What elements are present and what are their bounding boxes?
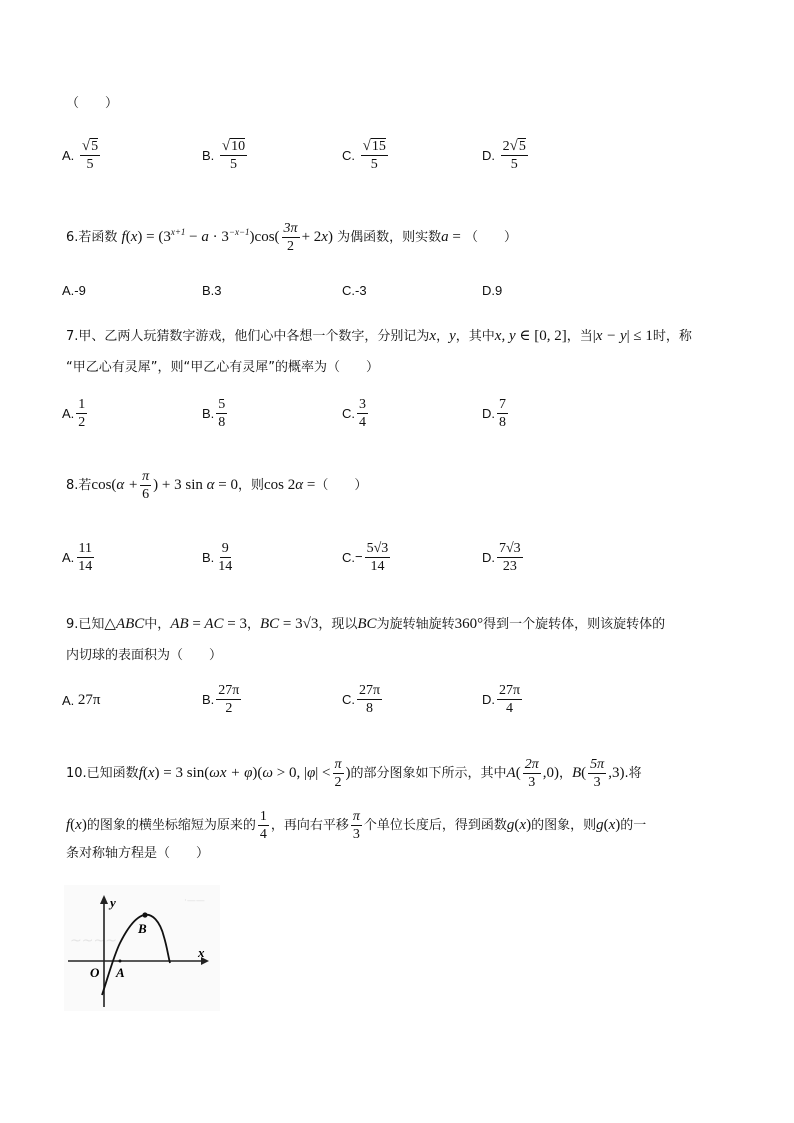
- text: 的一: [620, 818, 647, 833]
- numerator: 11: [78, 541, 93, 556]
- numerator: 9: [221, 541, 229, 556]
- q6-option-d[interactable]: D.9: [482, 283, 503, 298]
- q8-option-a[interactable]: [62, 540, 96, 575]
- q8-stem: 8.若cos(α + $\frac{\pi}{6}$ ) + 3 sin α = 0，则cos 2α =（ ）: [66, 469, 368, 502]
- numerator: 7√3: [499, 541, 521, 556]
- fraction: [361, 138, 388, 173]
- sign: −: [355, 548, 363, 564]
- sqrt-icon: √: [81, 138, 91, 154]
- q7-option-c[interactable]: [342, 396, 370, 431]
- b-label: B: [138, 921, 147, 936]
- text: 的图象的横坐标缩短为原来的: [86, 818, 256, 833]
- a-label: A: [116, 965, 125, 980]
- denominator: 5: [86, 157, 94, 172]
- point-a: [119, 960, 122, 963]
- denominator: 8: [366, 701, 374, 716]
- denominator: 14: [78, 559, 93, 574]
- q6-formula: $f(x) = (3^{x+1} - a \cdot 3^{-x-1})\cos$(: [121, 227, 280, 245]
- option-label: C.: [342, 406, 355, 421]
- option-label: B.: [202, 148, 215, 163]
- text: 个单位长度后，得到函数: [363, 818, 507, 833]
- fraction: [357, 396, 368, 431]
- q5-option-c[interactable]: [342, 138, 390, 173]
- fraction: [76, 396, 87, 431]
- numerator: 15: [371, 139, 386, 154]
- q7-stem-line2: “甲乙心有灵犀”，则“甲乙心有灵犀”的概率为（ ）: [66, 360, 379, 375]
- svg-text:~~~~: ~~~~: [70, 933, 117, 949]
- denominator: 23: [502, 559, 517, 574]
- text: .将: [624, 766, 642, 781]
- text: 10.已知函数: [66, 766, 139, 781]
- q6-option-a[interactable]: A.-9: [62, 283, 86, 298]
- text: ，: [246, 617, 260, 632]
- denominator: 8: [499, 415, 506, 430]
- text: 的部分图象如下所示，其中: [350, 766, 507, 781]
- numerator: 27π: [499, 683, 521, 698]
- fraction: [365, 540, 391, 575]
- sqrt-icon: √: [509, 138, 518, 154]
- denominator: 5: [230, 157, 238, 172]
- option-label: B.: [202, 692, 215, 707]
- text: 9.已知: [66, 617, 105, 632]
- denominator: 4: [506, 701, 514, 716]
- fraction: $\frac{\pi}{6}$: [142, 469, 150, 502]
- option-label: A.: [62, 693, 75, 709]
- text: ，则: [237, 478, 264, 493]
- fraction: [220, 138, 247, 173]
- option-label: C.: [342, 692, 355, 707]
- text: ，: [558, 766, 572, 781]
- q9-stem-line2: 内切球的表面积为（ ）: [66, 648, 223, 663]
- q9-stem-line1: 9.已知△ABC中，AB = AC = 3，BC = 3√3，现以BC为旋转轴旋转360°得到一个旋转体，则该旋转体的: [66, 616, 666, 632]
- fraction: $\frac{3\pi}{2}$: [283, 221, 298, 254]
- q7-option-a[interactable]: [62, 396, 89, 431]
- option-label: A.: [62, 406, 75, 421]
- coefficient: 2: [502, 139, 510, 154]
- option-label: A.: [62, 148, 75, 163]
- q5-option-a[interactable]: [62, 138, 102, 173]
- numerator: 10: [231, 139, 246, 154]
- denominator: 14: [218, 559, 233, 574]
- q10-stem-line3: 条对称轴方程是（ ）: [66, 846, 210, 861]
- q5-option-d[interactable]: [482, 138, 530, 173]
- denominator: 8: [218, 415, 226, 430]
- denominator: 2: [78, 415, 86, 430]
- option-label: D.: [482, 550, 495, 565]
- text: 为旋转轴旋转: [376, 617, 455, 632]
- q6-suffix: 为偶函数，则实数: [337, 230, 442, 245]
- q7-option-b[interactable]: [202, 396, 229, 431]
- text: ，其中: [455, 329, 495, 344]
- q8-option-b[interactable]: [202, 540, 236, 575]
- svg-text:·——: ·——: [184, 896, 205, 906]
- denominator: 4: [359, 415, 366, 430]
- denominator: 14: [370, 559, 385, 574]
- numerator: 3: [359, 397, 366, 412]
- fraction: $\frac{2\pi}{3}$: [524, 757, 539, 790]
- q8-option-c[interactable]: [342, 540, 392, 575]
- fraction: [497, 540, 523, 575]
- y-label: y: [110, 895, 116, 910]
- text: （ ）: [315, 478, 368, 493]
- fraction: [357, 682, 382, 717]
- text: ，再向右平移: [270, 818, 349, 833]
- q9-option-d[interactable]: [482, 682, 524, 717]
- denominator: 5: [510, 157, 518, 172]
- q6-prefix: 6.若函数: [66, 230, 118, 245]
- text: 得到一个旋转体，则该旋转体的: [483, 617, 666, 632]
- fraction: [80, 138, 100, 173]
- numerator: 7: [499, 397, 506, 412]
- text: 8.若: [66, 478, 92, 493]
- q10-stem-line1: 10.已知函数f(x) = 3 sin(ωx + φ)(ω > 0, |φ| < $\frac{\pi}{2}$ )的部分图象如下所示，其中A( $\frac{2\pi}{3}$ ,0)，B( $\frac{5\pi}{3}$ ,3).将: [66, 757, 642, 790]
- text: 中，: [144, 617, 171, 632]
- text: 7.甲、乙两人玩猜数字游戏，他们心中各想一个数字，分别记为: [66, 329, 430, 344]
- text: 的图象，则: [531, 818, 597, 833]
- q10-stem-line2: f(x)的图象的横坐标缩短为原来的 $\frac{1}{4}$ ，再向右平移 $\frac{\pi}{3}$ 个单位长度后，得到函数g(x)的图象，则g(x)的一: [66, 809, 647, 842]
- q5-blank: （ ）: [66, 96, 119, 111]
- option-label: D.: [482, 406, 495, 421]
- q6-tail: （ ）: [464, 230, 517, 245]
- fraction: [76, 540, 94, 575]
- denominator: 2: [225, 701, 233, 716]
- q9-option-b[interactable]: [202, 682, 243, 717]
- text: ，当: [566, 329, 593, 344]
- origin-label: O: [90, 965, 100, 980]
- fraction: [497, 396, 508, 431]
- fraction: $\frac{1}{4}$: [259, 809, 267, 842]
- q8-option-d[interactable]: [482, 540, 525, 575]
- text: 时，称: [652, 329, 692, 344]
- fraction: [216, 396, 227, 431]
- option-label: B.: [202, 406, 215, 421]
- option-label: B.: [202, 550, 215, 565]
- function-graph: [64, 885, 220, 1011]
- point-b: [142, 912, 147, 917]
- option-label: A.: [62, 550, 75, 565]
- q10-graph: [64, 885, 220, 1011]
- numerator: 27π: [218, 683, 240, 698]
- q7-stem-line1: 7.甲、乙两人玩猜数字游戏，他们心中各想一个数字，分别记为x，y，其中x, y ∈ [0, 2]，当|x − y| ≤ 1时，称: [66, 328, 692, 344]
- q6-option-c[interactable]: C.-3: [342, 283, 367, 298]
- fraction: [497, 682, 522, 717]
- text: ，现以: [318, 617, 358, 632]
- sqrt-icon: √: [221, 138, 231, 154]
- q7-option-d[interactable]: [482, 396, 510, 431]
- fraction: $\frac{5\pi}{3}$: [590, 757, 605, 790]
- q9-option-c[interactable]: [342, 682, 384, 717]
- q6-option-b[interactable]: B.3: [202, 283, 222, 298]
- fraction: [216, 682, 241, 717]
- numerator: 1: [78, 397, 86, 412]
- option-value: 27π: [77, 692, 101, 708]
- option-label: C.: [342, 550, 355, 565]
- x-label: x: [198, 945, 205, 960]
- fraction: [501, 138, 528, 173]
- fraction: $\frac{\pi}{2}$: [334, 757, 342, 790]
- numerator: 5: [218, 397, 226, 412]
- option-label: D.: [482, 148, 495, 163]
- numerator: 5: [91, 139, 99, 154]
- numerator: 5: [518, 139, 526, 154]
- option-label: D.: [482, 692, 495, 707]
- option-label: C.: [342, 148, 355, 163]
- fraction: $\frac{\pi}{3}$: [352, 809, 360, 842]
- numerator: 27π: [359, 683, 381, 698]
- q5-option-b[interactable]: [202, 138, 249, 173]
- sqrt-icon: √: [362, 138, 371, 154]
- denominator: 5: [370, 157, 378, 172]
- q6-stem: 6.若函数 $f(x) = (3^{x+1} - a \cdot 3^{-x-1})\cos$( $\frac{3\pi}{2}$ + 2x) 为偶函数，则实数a = （ ）: [66, 221, 517, 254]
- fraction: [216, 540, 234, 575]
- numerator: 5√3: [366, 541, 389, 556]
- q9-option-a[interactable]: [62, 692, 101, 709]
